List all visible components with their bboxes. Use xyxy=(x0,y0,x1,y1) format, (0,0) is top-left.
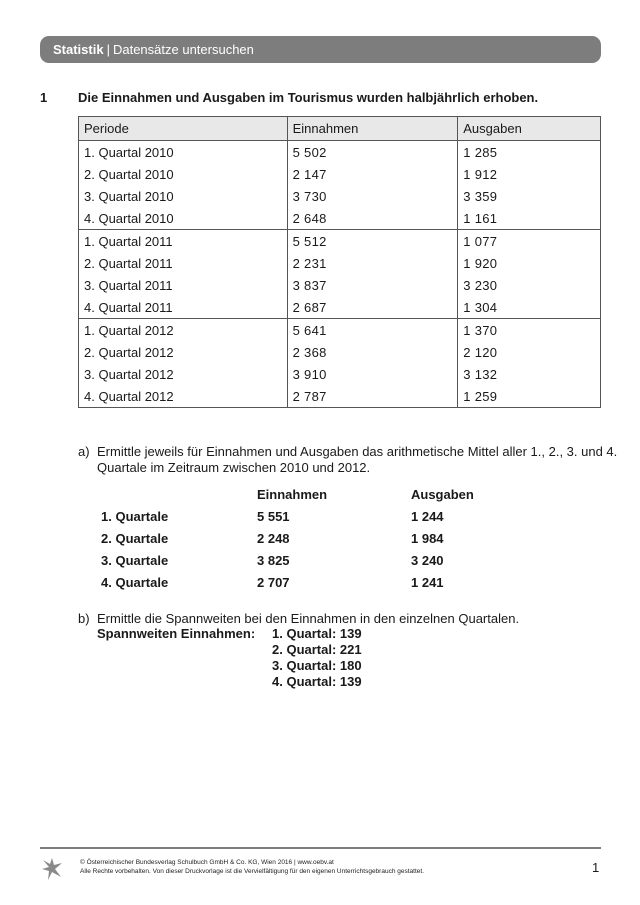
ausgaben-cell: 1 285 xyxy=(458,141,601,164)
footer-copyright: © Österreichischer Bundesverlag Schulbuch GmbH & Co. KG, Wien 2016 | www.oebv.at xyxy=(80,859,334,866)
table-row xyxy=(79,252,601,274)
means-row-label: 3. Quartale xyxy=(101,553,169,568)
einnahmen-cell: 2 787 xyxy=(287,385,458,408)
einnahmen-cell: 5 512 xyxy=(287,230,458,253)
means-ausgaben-value: 1 244 xyxy=(411,509,444,524)
column-header-einnahmen: Einnahmen xyxy=(287,117,458,141)
table-header-row xyxy=(79,117,601,141)
period-cell: 2. Quartal 2010 xyxy=(79,163,288,185)
means-einnahmen-value: 2 248 xyxy=(257,531,290,546)
table-row xyxy=(79,296,601,319)
table-row xyxy=(79,141,601,164)
range-answer: 4. Quartal: 139 xyxy=(272,674,362,689)
means-header-ausgaben: Ausgaben xyxy=(411,487,474,502)
ausgaben-cell: 1 920 xyxy=(458,252,601,274)
header-subject: Statistik xyxy=(53,42,104,57)
means-ausgaben-value: 1 984 xyxy=(411,531,444,546)
ausgaben-cell: 1 304 xyxy=(458,296,601,319)
means-ausgaben-value: 1 241 xyxy=(411,575,444,590)
means-row-label: 4. Quartale xyxy=(101,575,169,590)
einnahmen-cell: 3 730 xyxy=(287,185,458,207)
ausgaben-cell: 3 132 xyxy=(458,363,601,385)
table-row xyxy=(79,319,601,342)
part-a-text-line1: Ermittle jeweils für Einnahmen und Ausgaben das arithmetische Mittel aller 1., 2., 3. und 4. xyxy=(97,444,618,459)
period-cell: 3. Quartal 2010 xyxy=(79,185,288,207)
ausgaben-cell: 3 359 xyxy=(458,185,601,207)
einnahmen-cell: 2 368 xyxy=(287,341,458,363)
range-answer-label: Spannweiten Einnahmen: xyxy=(97,626,256,641)
ausgaben-cell: 3 230 xyxy=(458,274,601,296)
period-cell: 4. Quartal 2010 xyxy=(79,207,288,230)
table-row xyxy=(79,385,601,408)
ausgaben-cell: 2 120 xyxy=(458,341,601,363)
period-cell: 1. Quartal 2011 xyxy=(79,230,288,253)
ausgaben-cell: 1 161 xyxy=(458,207,601,230)
period-cell: 2. Quartal 2011 xyxy=(79,252,288,274)
einnahmen-cell: 2 687 xyxy=(287,296,458,319)
einnahmen-cell: 3 837 xyxy=(287,274,458,296)
table-row xyxy=(79,363,601,385)
einnahmen-cell: 2 648 xyxy=(287,207,458,230)
period-cell: 1. Quartal 2012 xyxy=(79,319,288,342)
einnahmen-cell: 5 641 xyxy=(287,319,458,342)
means-einnahmen-value: 3 825 xyxy=(257,553,290,568)
part-b-label: b) xyxy=(78,611,90,626)
ausgaben-cell: 1 077 xyxy=(458,230,601,253)
page-number: 1 xyxy=(592,860,600,875)
means-header-einnahmen: Einnahmen xyxy=(257,487,328,502)
page-header xyxy=(40,36,601,63)
einnahmen-cell: 2 147 xyxy=(287,163,458,185)
einnahmen-cell: 3 910 xyxy=(287,363,458,385)
range-answer: 1. Quartal: 139 xyxy=(272,626,362,641)
period-cell: 2. Quartal 2012 xyxy=(79,341,288,363)
means-row-label: 1. Quartale xyxy=(101,509,169,524)
header-separator: | xyxy=(106,42,110,57)
column-header-periode: Periode xyxy=(79,117,288,141)
table-row xyxy=(79,163,601,185)
ausgaben-cell: 1 912 xyxy=(458,163,601,185)
footer-rule xyxy=(40,847,601,849)
means-einnahmen-value: 5 551 xyxy=(257,509,290,524)
period-cell: 4. Quartal 2012 xyxy=(79,385,288,408)
range-answer: 2. Quartal: 221 xyxy=(272,642,362,657)
period-cell: 4. Quartal 2011 xyxy=(79,296,288,319)
means-ausgaben-value: 3 240 xyxy=(411,553,444,568)
table-row xyxy=(79,230,601,253)
task-number: 1 xyxy=(40,90,48,105)
part-b-text: Ermittle die Spannweiten bei den Einnahmen in den einzelnen Quartalen. xyxy=(97,611,520,626)
range-answer: 3. Quartal: 180 xyxy=(272,658,362,673)
ausgaben-cell: 1 259 xyxy=(458,385,601,408)
header-topic: Datensätze untersuchen xyxy=(112,42,254,57)
means-row-label: 2. Quartale xyxy=(101,531,169,546)
part-a-label: a) xyxy=(78,444,90,459)
period-cell: 1. Quartal 2010 xyxy=(79,141,288,164)
means-einnahmen-value: 2 707 xyxy=(257,575,290,590)
period-cell: 3. Quartal 2012 xyxy=(79,363,288,385)
task-heading: Die Einnahmen und Ausgaben im Tourismus wurden halbjährlich erhoben. xyxy=(78,90,539,105)
einnahmen-cell: 2 231 xyxy=(287,252,458,274)
einnahmen-cell: 5 502 xyxy=(287,141,458,164)
column-header-ausgaben: Ausgaben xyxy=(458,117,601,141)
ausgaben-cell: 1 370 xyxy=(458,319,601,342)
table-row xyxy=(79,341,601,363)
table-row xyxy=(79,274,601,296)
data-table xyxy=(78,116,601,408)
table-row xyxy=(79,185,601,207)
period-cell: 3. Quartal 2011 xyxy=(79,274,288,296)
publisher-logo-icon xyxy=(40,857,64,881)
footer-rights: Alle Rechte vorbehalten. Von dieser Druckvorlage ist die Vervielfältigung für den eigenen Unterrichtsgebrauch gestattet. xyxy=(80,868,424,875)
table-row xyxy=(79,207,601,230)
part-a-text-line2: Quartale im Zeitraum zwischen 2010 und 2012. xyxy=(97,460,371,475)
